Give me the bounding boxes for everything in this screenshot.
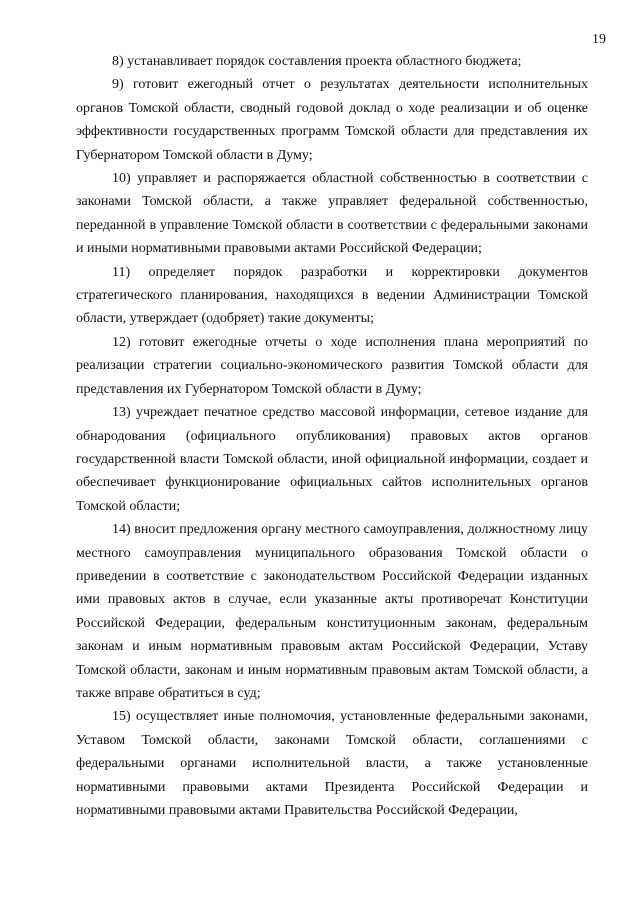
paragraph-item-12: 12) готовит ежегодные отчеты о ходе исполнения плана мероприятий по реализации стратегии социально-экономического развития Томской области для представления их Губернатором Томской области в Думу; xyxy=(76,334,588,397)
paragraph-item-9: 9) готовит ежегодный отчет о результатах деятельности исполнительных органов Томской области, сводный годовой доклад о ходе реализации и об оценке эффективности государственных программ Томской области для представления их Губернатором Томской области в Думу; xyxy=(76,77,588,163)
paragraph-item-13: 13) учреждает печатное средство массовой информации, сетевое издание для обнародования (официального опубликования) правовых актов органов государственной власти Томской области, иной официальной информации, создает и обеспечивает функционирование официальных сайтов исполнительных органов Томской области; xyxy=(76,405,588,514)
paragraph-item-8: 8) устанавливает порядок составления проекта областного бюджета; xyxy=(112,54,522,69)
paragraph-item-15: 15) осуществляет иные полномочия, установленные федеральными законами, Уставом Томской области, законами Томской области, соглашениями с федеральными органами исполнительной власти, а также установленные нормативными правовыми актами Президента Российской Федерации и нормативными правовыми актами Правительства Российской Федерации, xyxy=(76,709,588,818)
paragraph-item-11: 11) определяет порядок разработки и корректировки документов стратегического планирования, находящихся в ведении Администрации Томской области, утверждает (одобряет) такие документы; xyxy=(76,264,588,327)
page-number: 19 xyxy=(592,32,606,47)
paragraph-item-10: 10) управляет и распоряжается областной собственностью в соответствии с законами Томской области, а также управляет федеральной собственностью, переданной в управление Томской области в соответствии с федеральными законами и иными нормативными правовыми актами Российской Федерации; xyxy=(76,171,588,257)
paragraph-item-14: 14) вносит предложения органу местного самоуправления, должностному лицу местного самоуправления муниципального образования Томской области о приведении в соответствие с законодательством Российской Федерации изданных ими правовых актов в случае, если указанные акты противоречат Конституции Российской Федерации, федеральным конституционным законам, федеральным законам и иным нормативным правовым актам Российской Федерации, Уставу Томской области, законам и иным нормативным правовым актам Томской области, а также вправе обратиться в суд; xyxy=(76,522,588,701)
document-body xyxy=(76,50,588,822)
